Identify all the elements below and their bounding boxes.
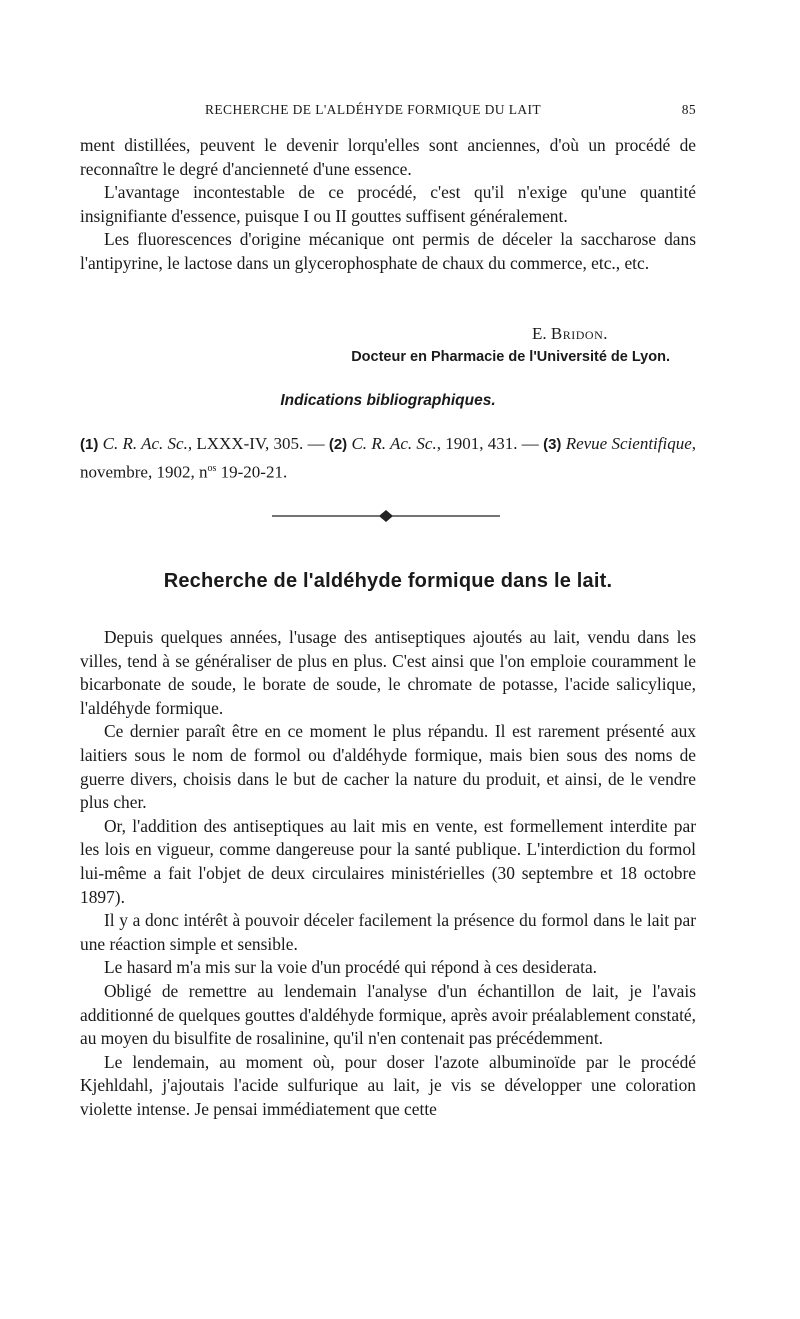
bibliography-heading: Indications bibliographiques.: [280, 392, 496, 409]
section-divider-ornament: [272, 509, 500, 523]
ref-number: (2): [328, 436, 348, 453]
ref-detail: , novembre, 1902, n: [80, 434, 697, 482]
paragraph: Les fluorescences d'origine mécanique ont permis de déceler la saccharose dans l'antipyrine, le lactose dans un glycerophosphate de chaux du commerce, etc., etc.: [80, 229, 696, 273]
paragraph: Le hasard m'a mis sur la voie d'un procédé qui répond à ces desiderata.: [104, 957, 598, 978]
article-title: Recherche de l'aldéhyde formique dans le lait.: [163, 570, 613, 592]
paragraph: Or, l'addition des antiseptiques au lait mis en vente, est formellement interdite par les lois en vigueur, comme dangereuse pour la santé publique. L'interdiction du formol lui-même a fait l'objet de deux circulaires ministérielles (30 septembre et 18 octobre 1897).: [80, 815, 696, 907]
ref-tail: 19-20-21.: [216, 462, 288, 482]
previous-article-text: [80, 134, 696, 276]
ref-number: (3): [543, 436, 562, 453]
running-title: RECHERCHE DE L'ALDÉHYDE FORMIQUE DU LAIT: [205, 102, 542, 117]
ref-detail: , 1901, 431. —: [436, 434, 544, 453]
paragraph: Ce dernier paraît être en ce moment le plus répandu. Il est rarement présenté aux laitiers sous le nom de formol ou d'aldéhyde formique, mais bien sous des noms de guerre divers, choisis dans le but de cacher la nature du produit, et ainsi, de le vendre plus cher.: [80, 721, 696, 813]
article-body: [80, 626, 696, 1121]
author-affiliation: Docteur en Pharmacie de l'Université de Lyon.: [351, 349, 670, 365]
ref-source: C. R. Ac. Sc.: [102, 434, 188, 453]
paragraph: Depuis quelques années, l'usage des antiseptiques ajoutés au lait, vendu dans les villes, tend à se généraliser de plus en plus. C'est ainsi que l'on emploie couramment le bicarbonate de soude, le borate de soude, le chromate de potasse, l'acide salicylique, l'aldéhyde formique.: [80, 627, 696, 718]
running-header: [80, 100, 696, 120]
paragraph: Obligé de remettre au lendemain l'analyse d'un échantillon de lait, je l'avais additionné de quelques gouttes d'aldéhyde formique, après avoir préalablement constaté, au moyen du bisulfite de rosalinine, qu'il n'en contenait pas précédemment.: [80, 980, 696, 1049]
bibliography-list: [80, 432, 696, 484]
author-signature: [80, 323, 696, 345]
paragraph: ment distillées, peuvent le devenir lorqu'elles sont anciennes, d'où un procédé de reconnaître le degré d'ancienneté d'une essence.: [80, 135, 696, 179]
ref-superscript: os: [207, 462, 217, 474]
ref-source: C. R. Ac. Sc.: [351, 434, 437, 453]
signature-block: [80, 323, 696, 368]
paragraph: Il y a donc intérêt à pouvoir déceler facilement la présence du formol dans le lait par une réaction simple et sensible.: [80, 910, 696, 954]
ref-source: Revue Scientifique: [565, 434, 692, 453]
author-name: Bridon.: [550, 324, 608, 343]
ref-number: (1): [80, 436, 99, 453]
page-number: 85: [681, 102, 696, 117]
ref-detail: , LXXX-IV, 305. —: [187, 434, 329, 453]
author-initial: E.: [532, 324, 547, 343]
paragraph: Le lendemain, au moment où, pour doser l'azote albuminoïde par le procédé Kjehldahl, j'ajoutais l'acide sulfurique au lait, je vis se développer une coloration violette intense. Je pensai immédiatement que cette: [80, 1051, 696, 1119]
paragraph: L'avantage incontestable de ce procédé, c'est qu'il n'exige qu'une quantité insignifiante d'essence, puisque I ou II gouttes suffisent généralement.: [80, 182, 696, 226]
